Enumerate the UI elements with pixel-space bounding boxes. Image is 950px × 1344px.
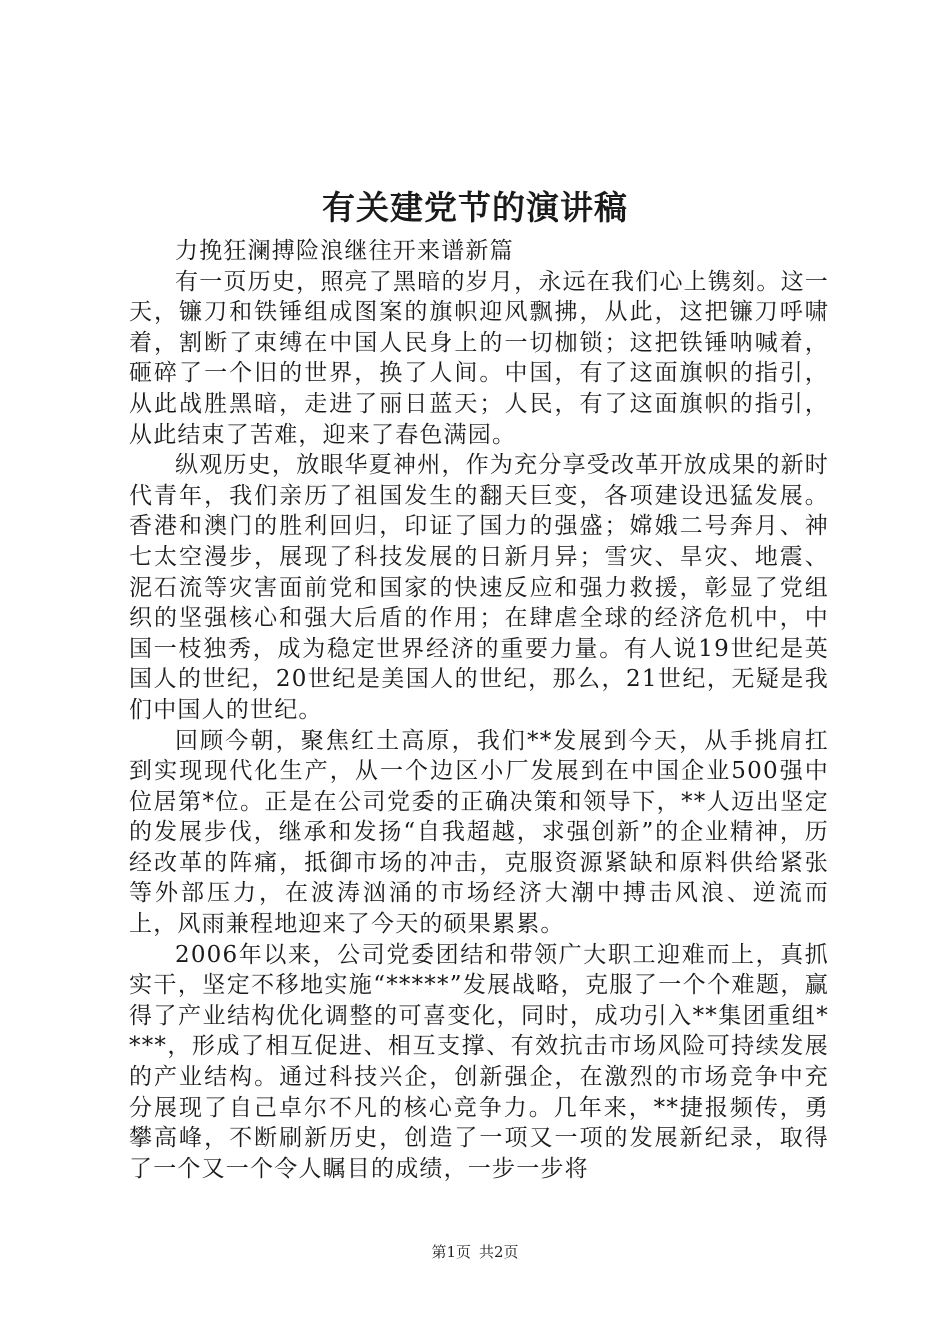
page-total: 共2页 — [479, 1243, 519, 1261]
paragraph: 2006年以来，公司党委团结和带领广大职工迎难而上，真抓实干，坚定不移地实施“*****”发展战略，克服了一个个难题，赢得了产业结构优化调整的可喜变化，同时，成功引入**集团重组****，形成了相互促进、相互支撑、有效抗击市场风险可持续发展的产业结构。通过科技兴企，创新强企，在激烈的市场竞争中充分展现了自己卓尔不凡的核心竞争力。几年来，**捷报频传，勇攀高峰，不断刷新历史，创造了一项又一项的发展新纪录，取得了一个又一个令人瞩目的成绩，一步一步将 — [129, 941, 829, 1182]
page-number: 第1页 — [431, 1243, 471, 1261]
paragraph: 纵观历史，放眼华夏神州，作为充分享受改革开放成果的新时代青年，我们亲历了祖国发生的翻天巨变，各项建设迅猛发展。香港和澳门的胜利回归，印证了国力的强盛；嫦娥二号奔月、神七太空漫步，展现了科技发展的日新月异；雪灾、旱灾、地震、泥石流等灾害面前党和国家的快速反应和强力救援，彰显了党组织的坚强核心和强大后盾的作用；在肆虐全球的经济危机中，中国一枝独秀，成为稳定世界经济的重要力量。有人说19世纪是英国人的世纪，20世纪是美国人的世纪，那么，21世纪，无疑是我们中国人的世纪。 — [129, 452, 829, 723]
paragraph: 有一页历史，照亮了黑暗的岁月，永远在我们心上镌刻。这一天，镰刀和铁锤组成图案的旗帜迎风飘拂，从此，这把镰刀呼啸着，割断了束缚在中国人民身上的一切枷锁；这把铁锤呐喊着，砸碎了一个旧的世界，换了人间。中国，有了这面旗帜的指引，从此战胜黑暗，走进了丽日蓝天；人民，有了这面旗帜的指引，从此结束了苦难，迎来了春色满园。 — [129, 268, 829, 448]
document-title: 有关建党节的演讲稿 — [322, 188, 628, 227]
document-body — [129, 236, 829, 1184]
paragraph-subtitle: 力挽狂澜搏险浪继往开来谱新篇 — [175, 238, 514, 264]
page-footer — [0, 1242, 950, 1262]
paragraph: 回顾今朝，聚焦红土高原，我们**发展到今天，从手挑肩扛到实现现代化生产，从一个边区小厂发展到在中国企业500强中位居第*位。正是在公司党委的正确决策和领导下，**人迈出坚定的发展步伐，继承和发扬“自我超越，求强创新”的企业精神，历经改革的阵痛，抵御市场的冲击，克服资源紧缺和原料供给紧张等外部压力，在波涛汹涌的市场经济大潮中搏击风浪、逆流而上，风雨兼程地迎来了今天的硕果累累。 — [129, 727, 829, 938]
